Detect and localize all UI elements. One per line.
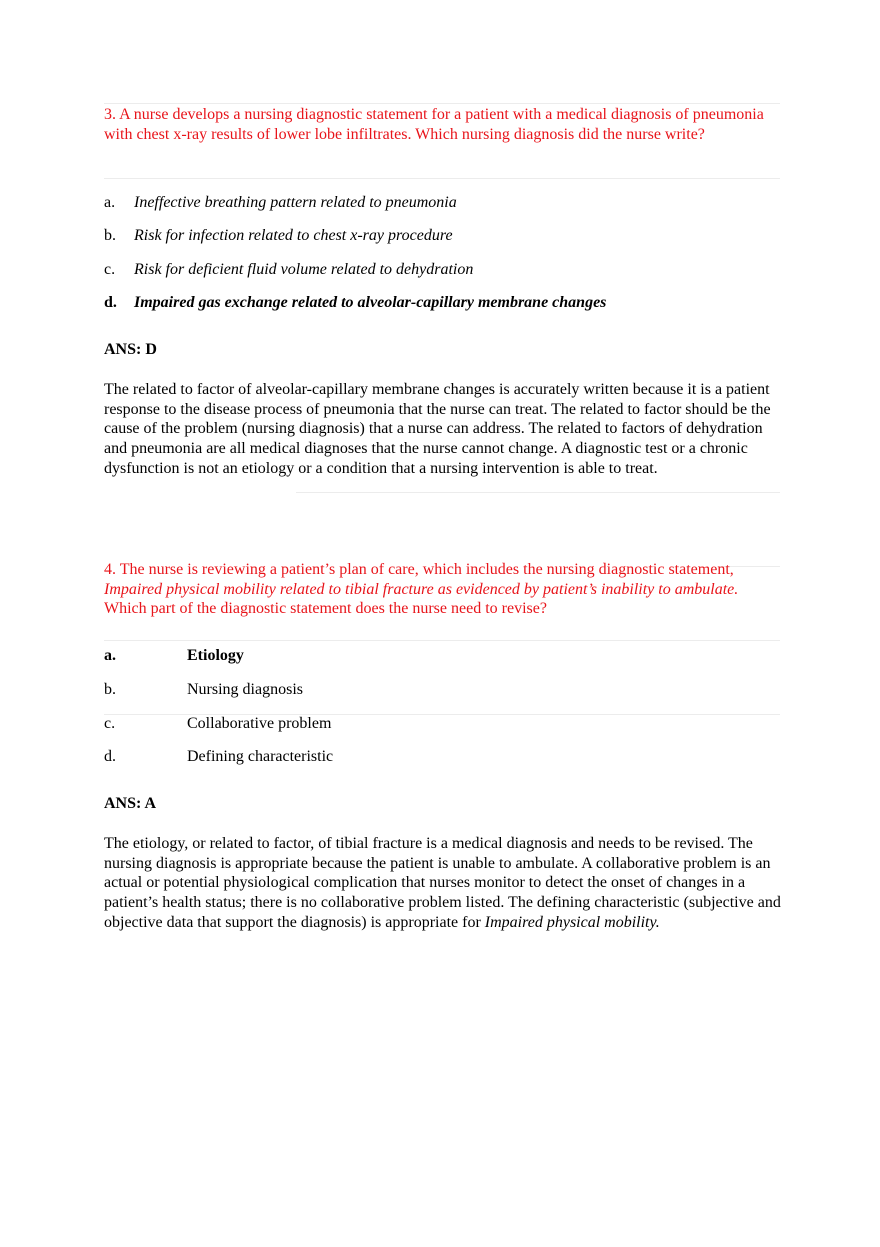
divider	[296, 492, 780, 493]
option-letter: c.	[104, 261, 116, 278]
option-letter: d.	[104, 294, 117, 311]
stem-text: Which part of the diagnostic statement does the nurse need to revise?	[104, 600, 547, 617]
option-letter: b.	[104, 227, 116, 244]
stem-text: 4. The nurse is reviewing a patient’s plan of care, which includes the nursing diagnostic statement,	[104, 561, 734, 578]
option-text: Etiology	[187, 647, 244, 664]
rationale-italic-text: Impaired physical mobility.	[484, 913, 660, 931]
question-4-rationale	[104, 834, 784, 933]
question-3-option-b	[104, 226, 453, 246]
question-3-option-d	[104, 293, 607, 313]
question-3-rationale: The related to factor of alveolar-capillary membrane changes is accurately written because it is a patient response to the disease process of pneumonia that the nurse can treat. The related to factor should be the cause of the problem (nursing diagnosis) that a nurse can address. The related to factors of dehydration and pneumonia are all medical diagnoses that the nurse cannot change. A diagnostic test or a chronic dysfunction is not an etiology or a condition that a nursing intervention is able to treat.	[104, 381, 771, 477]
option-letter: d.	[104, 748, 116, 765]
question-4-option-b	[104, 680, 303, 700]
option-text: Ineffective breathing pattern related to pneumonia	[134, 194, 457, 211]
question-4-option-c	[104, 714, 332, 734]
divider	[104, 640, 780, 641]
divider	[104, 178, 780, 179]
question-3-option-c	[104, 260, 474, 280]
option-text: Collaborative problem	[187, 715, 332, 732]
divider	[104, 103, 780, 104]
question-3-stem: 3. A nurse develops a nursing diagnostic statement for a patient with a medical diagnosis of pneumonia with chest x-ray results of lower lobe infiltrates. Which nursing diagnosis did the nurse write?	[104, 106, 764, 143]
option-text: Nursing diagnosis	[187, 681, 303, 698]
option-text: Impaired gas exchange related to alveolar-capillary membrane changes	[134, 294, 607, 311]
option-text: Risk for infection related to chest x-ray procedure	[134, 227, 453, 244]
question-4-option-d	[104, 747, 334, 767]
option-letter: a.	[104, 647, 116, 664]
question-4-option-a	[104, 646, 244, 666]
option-letter: c.	[104, 715, 116, 732]
question-3-option-a	[104, 193, 457, 213]
question-4-answer: ANS: A	[104, 795, 157, 812]
question-4-stem	[104, 560, 744, 619]
option-letter: b.	[104, 681, 116, 698]
stem-italic-text: Impaired physical mobility related to tibial fracture as evidenced by patient’s inability to ambulate.	[104, 580, 739, 598]
rationale-text: The etiology, or related to factor, of tibial fracture is a medical diagnosis and needs to be revised. The nursing diagnosis is appropriate because the patient is unable to ambulate. A collaborative problem is an actual or potential physiological complication that nurses monitor to detect the onset of changes in a patient’s health status; there is no collaborative problem listed. The defining characteristic (subjective and objective data that support the diagnosis) is appropriate for	[104, 835, 781, 931]
option-text: Defining characteristic	[187, 748, 334, 765]
option-text: Risk for deficient fluid volume related to dehydration	[134, 261, 474, 278]
question-3-answer: ANS: D	[104, 341, 157, 358]
option-letter: a.	[104, 194, 116, 211]
